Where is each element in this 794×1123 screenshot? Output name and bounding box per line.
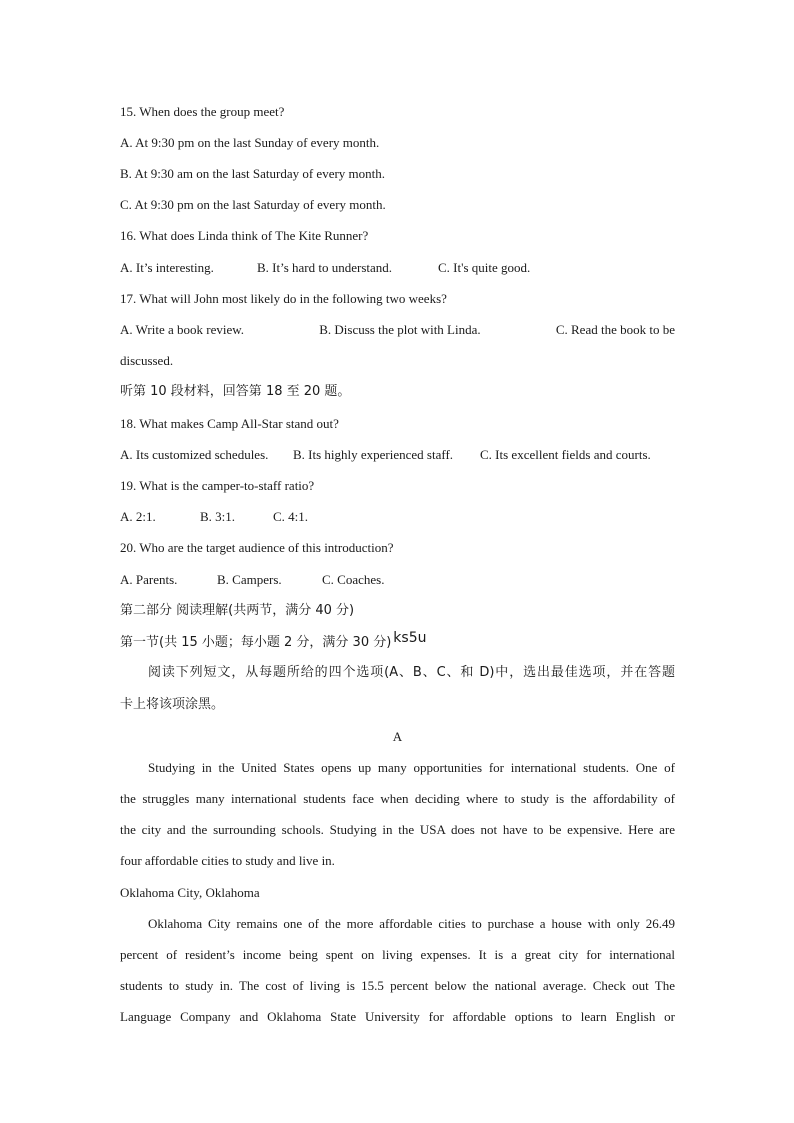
q17-option-b: B. Discuss the plot with Linda. <box>319 322 481 337</box>
q17-question: 17. What will John most likely do in the following two weeks? <box>120 291 447 306</box>
q18-question: 18. What makes Camp All-Star stand out? <box>120 416 339 431</box>
q17-option-c: C. Read the book to be <box>555 322 675 337</box>
q15-option-a: A. At 9:30 pm on the last Sunday of every month. <box>120 135 380 150</box>
q18-option-a: A. Its customized schedules. <box>120 447 269 462</box>
q20-question: 20. Who are the target audience of this introduction? <box>120 540 394 555</box>
instruction-line-1: 阅读下列短文，从每题所给的四个选项(A、B、C、和 D)中，选出最佳选项，并在答题 <box>148 665 675 680</box>
passage-line: students to study in. The cost of living is 15.5 percent below the national average. Check out The <box>120 978 675 993</box>
instruction-line-2: 卡上将该项涂黑。 <box>120 697 225 712</box>
passage-label: A <box>392 729 403 744</box>
city-heading: Oklahoma City, Oklahoma <box>120 885 260 900</box>
section-one-title <box>120 630 675 651</box>
q15-option-b: B. At 9:30 am on the last Saturday of every month. <box>120 166 386 181</box>
section-one-title-text: 第一节(共 15 小题；每小题 2 分，满分 30 分) <box>120 635 392 650</box>
q19-option-b: B. 3:1. <box>200 509 236 524</box>
watermark-text: ks5u <box>393 630 427 646</box>
q18-option-b: B. Its highly experienced staff. <box>293 447 454 462</box>
passage-line: the city and the surrounding schools. Studying in the USA does not have to be expensive. Here are <box>120 822 675 837</box>
q19-options <box>120 509 675 525</box>
q20-options <box>120 572 675 588</box>
passage-line: Studying in the United States opens up many opportunities for international students. One of <box>148 760 675 775</box>
q19-option-c: C. 4:1. <box>273 509 309 524</box>
q17-option-c-continued: discussed. <box>120 353 174 368</box>
passage-line: Oklahoma City remains one of the more affordable cities to purchase a house with only 26.49 <box>148 916 675 931</box>
part-two-title: 第二部分 阅读理解(共两节，满分 40 分) <box>120 603 355 618</box>
q18-option-c: C. Its excellent fields and courts. <box>480 447 651 462</box>
q16-option-b: B. It’s hard to understand. <box>257 260 393 275</box>
q16-options <box>120 260 675 276</box>
q18-options <box>120 447 675 463</box>
passage-line: percent of resident’s income being spent on living expenses. It is a great city for international <box>120 947 675 962</box>
passage-line: four affordable cities to study and live in. <box>120 853 335 868</box>
q16-option-c: C. It's quite good. <box>438 260 531 275</box>
q20-option-a: A. Parents. <box>120 572 178 587</box>
q19-option-a: A. 2:1. <box>120 509 156 524</box>
passage-line: the struggles many international students face when deciding where to study is the affordability of <box>120 791 675 806</box>
q15-question: 15. When does the group meet? <box>120 104 285 119</box>
q17-options <box>120 322 675 338</box>
q20-option-c: C. Coaches. <box>322 572 385 587</box>
q20-option-b: B. Campers. <box>217 572 282 587</box>
q16-question: 16. What does Linda think of The Kite Runner? <box>120 228 369 243</box>
q15-option-c: C. At 9:30 pm on the last Saturday of every month. <box>120 197 386 212</box>
section-10-heading: 听第 10 段材料，回答第 18 至 20 题。 <box>120 384 351 399</box>
q17-option-a: A. Write a book review. <box>120 322 245 337</box>
q16-option-a: A. It’s interesting. <box>120 260 214 275</box>
passage-line: Language Company and Oklahoma State University for affordable options to learn English or <box>120 1009 675 1024</box>
q19-question: 19. What is the camper-to-staff ratio? <box>120 478 315 493</box>
